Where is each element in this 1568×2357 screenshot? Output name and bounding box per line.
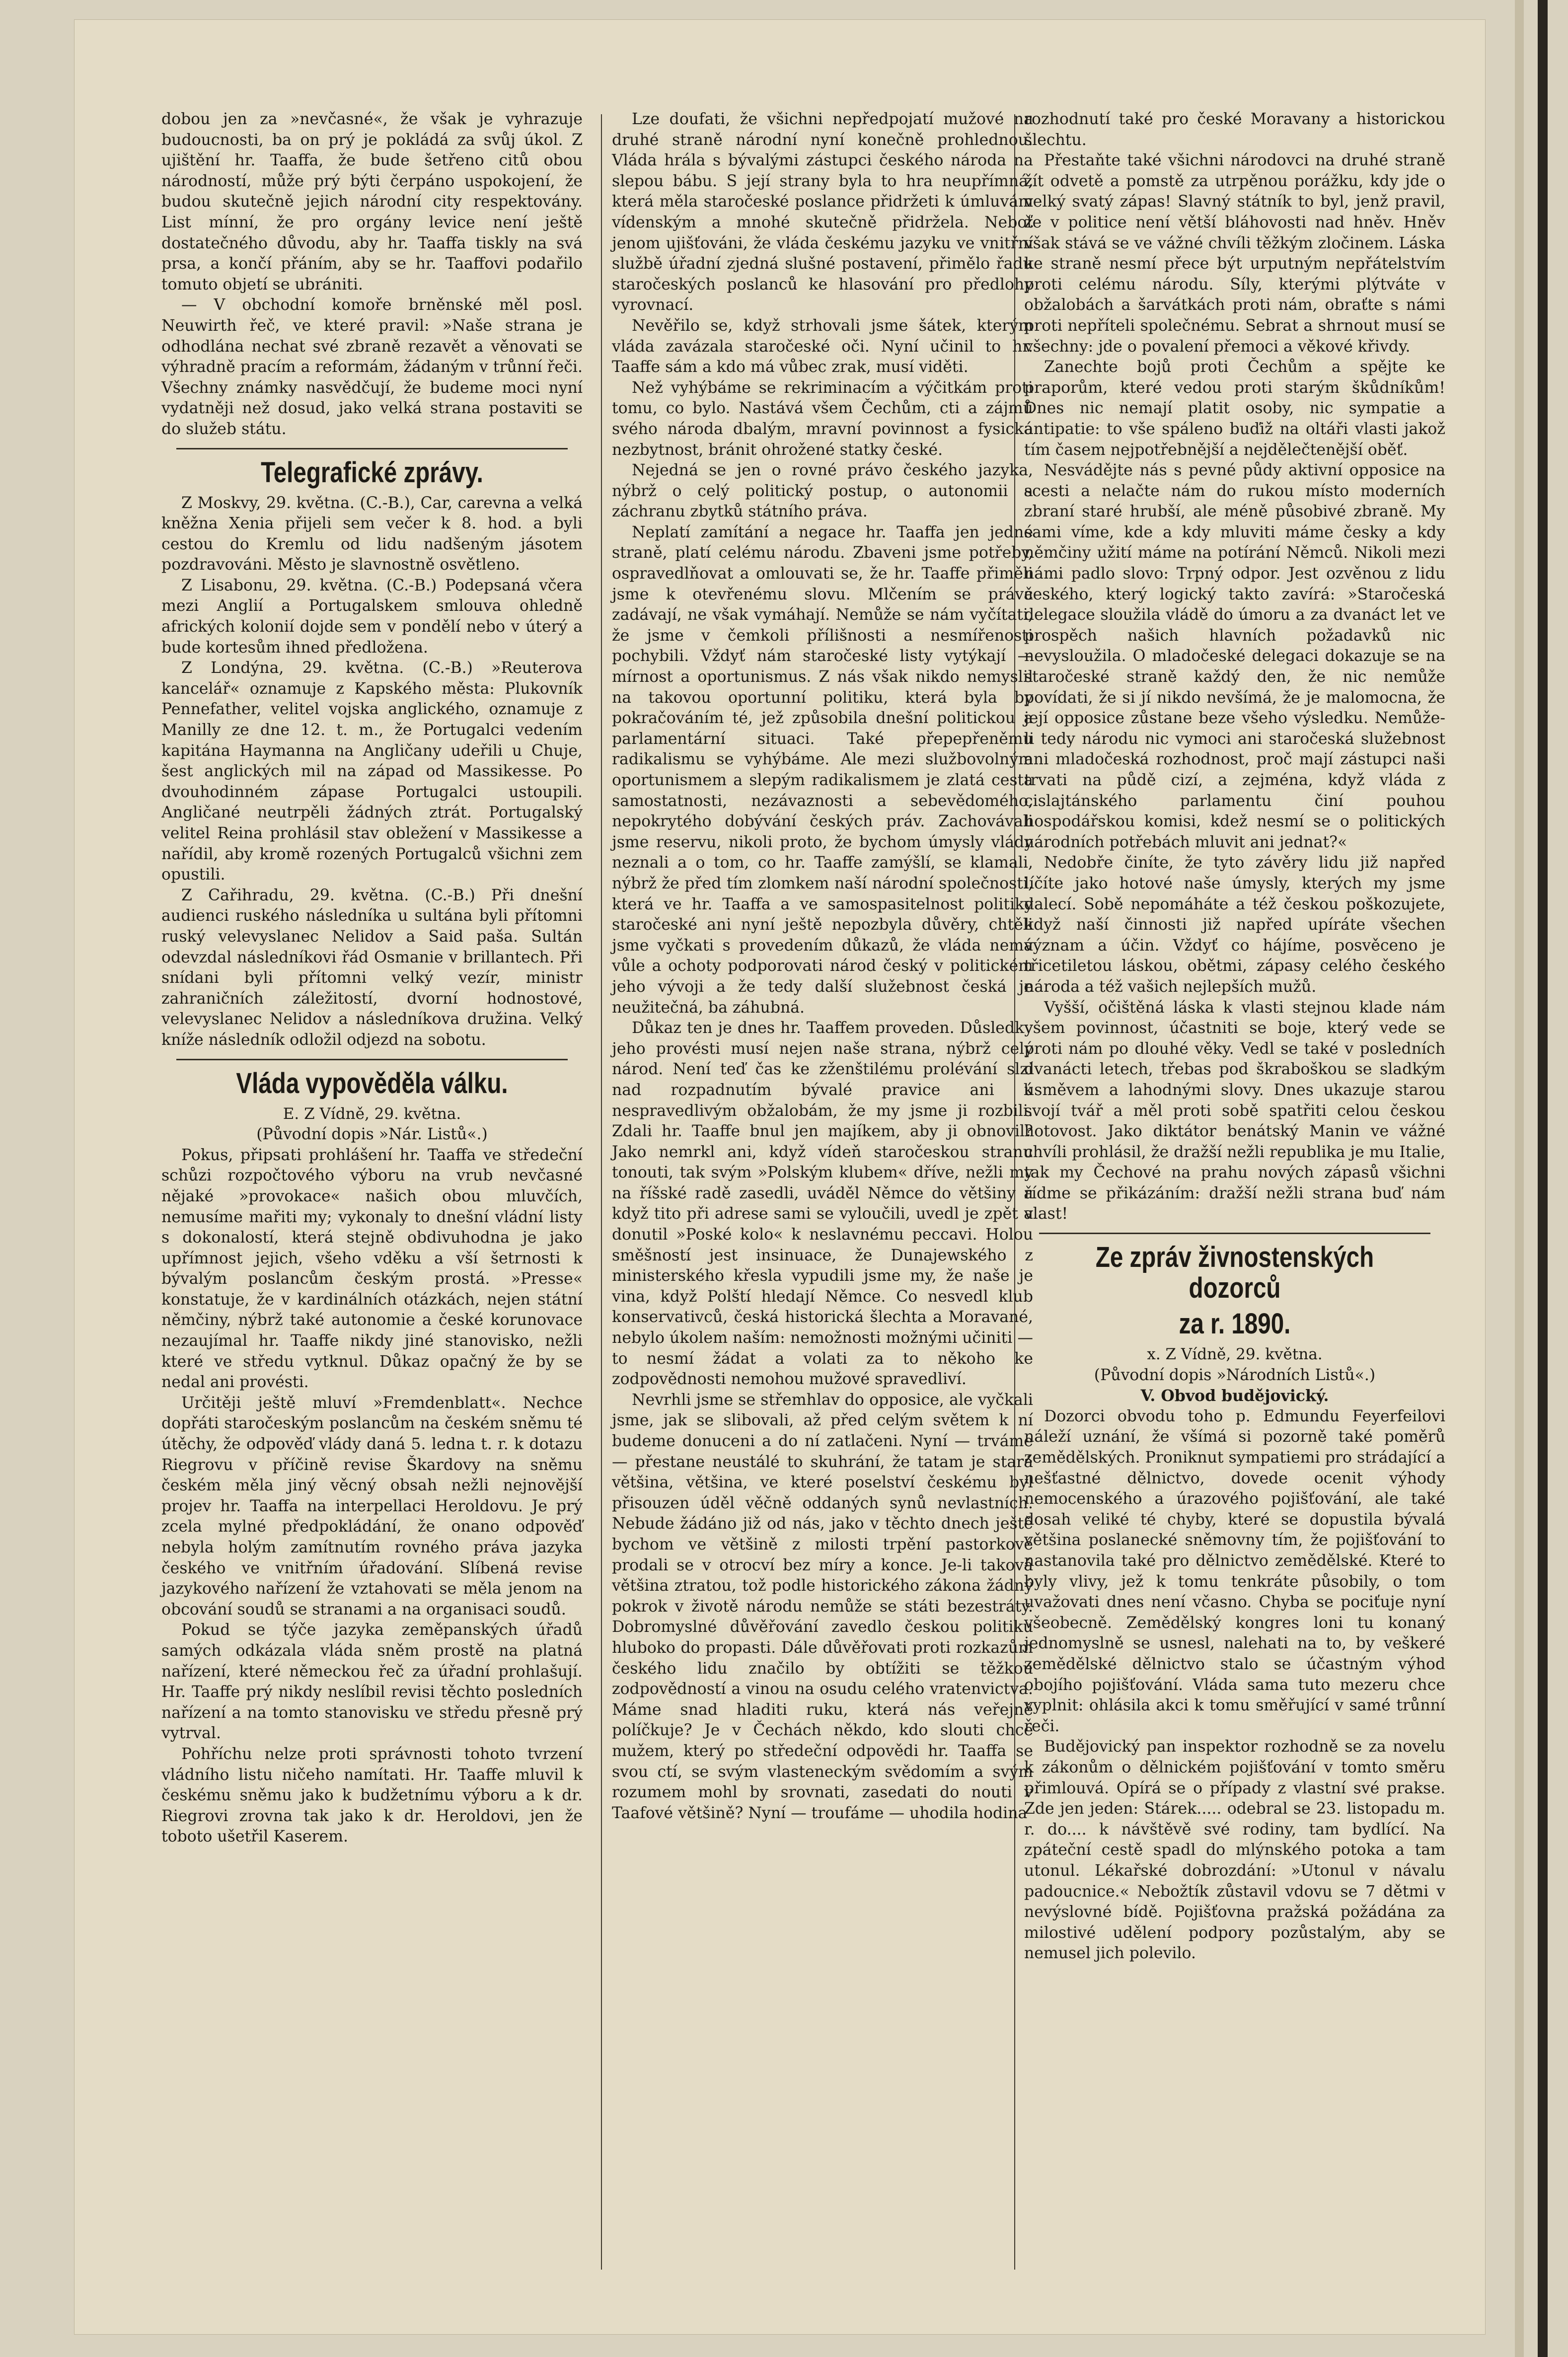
- paragraph: Dozorci obvodu toho p. Edmundu Feyerfeilovi náleží uznání, že všímá si pozorně také poměrů zemědělských. Proniknut sympatiemi pro strádající a nešťastné dělnictvo, dovede ocenit výhody nemocenského a úrazového pojišťování, ale také dosah veliké té chyby, které se dopustila bývalá většina poslanecké sněmovny tím, že pojišťování to nastanovila také pro dělnictvo zemědělské. Které to byly vlivy, jež k tomu tenkráte působily, o tom uvažovati dnes není včasno. Chyba se pociťuje nyní všeobecně. Zemědělský kongres loni tu konaný jednomyslně se usnesl, nalehati na to, by veškeré zemědělské dělnictvo stalo se účastným výhod obojího pojišťování. Vláda sama tuto mezeru chce vyplnit: ohlásila akci k tomu směřující v samé trůnní řeči.: [1024, 1407, 1445, 1735]
- paragraph: Nevěřilo se, když strhovali jsme šátek, kterým vláda zavázala staročeské oči. Nyní učinil to hr. Taaffe sám a kdo má vůbec zrak, musí viděti.: [612, 316, 1033, 376]
- section-heading: Telegrafické zprávy.: [261, 456, 483, 489]
- paragraph: rozhodnutí také pro české Moravany a historickou šlechtu.: [1024, 110, 1445, 149]
- paragraph: Pohříchu nelze proti správnosti tohoto tvrzení vládního listu ničeho namítati. Hr. Taaffe mluvil k českému sněmu jako k budžetnímu výboru a k dr. Riegrovi zrovna tak jako k dr. Heroldovi, jen že toboto ušetřil Kaserem.: [161, 1745, 583, 1846]
- telegram-item: Z Moskvy, 29. května. (C.-B.), Car, carevna a velká kněžna Xenia přijeli sem večer k 8. hod. a byli cestou do Kremlu od lidu nadšeným jásotem pozdravováni. Město je slavnostně osvětleno.: [161, 494, 583, 574]
- paragraph: Přestaňte také všichni národovci na druhé straně žít odvetě a pomstě za utrpěnou porážku, kdy jde o velký svatý zápas! Slavný státník to byl, jenž pravil, že v politice není větší bláhovosti nad hněv. Hněv však stává se ve vážné chvíli těžkým zločinem. Láska ke straně nesmí přece být urputným nepřátelstvím proti celému národu. Síly, kterými plýtváte v obžalobách a šarvátkách proti nám, obraťte s námi proti nepříteli společnému. Sebrat a shrnout musí se všechny: jde o povalení přemoci a věkové křivdy.: [1024, 151, 1445, 356]
- telegram-item: Z Lisabonu, 29. května. (C.-B.) Podepsaná včera mezi Anglií a Portugalskem smlouva ohledně afrických kolonií dojde sem v pondělí nebo v úterý a bude kortesům ihned předložena.: [161, 576, 583, 657]
- paragraph: Neplatí zamítání a negace hr. Taaffa jen jedné straně, platí celému národu. Zbaveni jsme potřeby, ospravedlňovat a omlouvati se, že hr. Taaffe přiměli jsme k otevřenému slovu. Mlčením se práva zadávají, ne však vymáhají. Nemůže se nám vyčítati, že jsme v čemkoli přílišnosti a nesmířenosti pochybili. Vždyť nám staročeské listy vytýkají — mírnost a oportunismus. Z nás však nikdo nemyslil na takovou oportunní politiku, která byla by pokračováním té, jež způsobila dnešní politickou a parlamentární situaci. Také přepepřeněmu radikalismu se vyhýbáme. Ale mezi službovolným oportunismem a slepým radikalismem je zlatá cesta samostatnosti, nezávaznosti a sebevědomého, nepokrytého dobývání českých práv. Zachovávali jsme reservu, nikoli proto, že bychom úmysly vlády neznali a o tom, co hr. Taaffe zamýšlí, se klamali, nýbrž že před tím zlomkem naší národní společnosti, která ve hr. Taaffa a ve samospasitelnost politiky staročeské ani nyní ještě nepozbyla důvěry, chtěli jsme vyčkati s provedením důkazů, že vláda nemá vůle a ochoty podporovati národ český v politickém jeho vývoji a že tedy další služebnost česká je neužitečná, ba záhubná.: [612, 523, 1033, 1017]
- paragraph: Vyšší, očištěná láska k vlasti stejnou klade nám všem povinnost, účastniti se boje, který vede se proti nám po dlouhé věky. Vedl se také v posledních dvanácti letech, třebas pod škraboškou se sladkým úsměvem a lahodnými slovy. Dnes ukazuje starou svojí tvář a měl proti sobě spatřiti celou českou hotovost. Jako diktátor benátský Manin ve vážné chvíli prohlásil, že dražší nežli republika je mu Italie, tak my Čechové na prahu nových zápasů všichni řídme se přikázáním: dražší nežli strana buď nám vlast!: [1024, 998, 1445, 1223]
- subheading: V. Obvod budějovický.: [1140, 1387, 1329, 1405]
- source-note: (Původní dopis »Národních Listů«.): [1094, 1366, 1376, 1384]
- paragraph: Lze doufati, že všichni nepředpojatí mužové na druhé straně národní nyní konečně prohlednou. Vláda hrála s bývalými zástupci českého národa na slepou bábu. S její strany byla to hra neupřímná, která měla staročeské poslance přidržeti k úmluvám vídenským a mnohé skutečně přidržela. Neboť jenom ujišťováni, že vláda českému jazyku ve vnitřní službě úřadní zjedná slušné postavení, přimělo řadu staročeských poslanců ke hlasování pro předlohy vyrovnací.: [612, 110, 1033, 314]
- binding-edge: [1515, 0, 1524, 2357]
- column-2: [612, 109, 1033, 1824]
- dateline: x. Z Vídně, 29. května.: [1147, 1345, 1323, 1364]
- paragraph: Nevrhli jsme se střemhlav do opposice, ale vyčkali jsme, jak se slibovali, až před celým světem k ní budeme donuceni a do ní zatlačeni. Nyní — trváme — přestane neustálé to skuhrání, že tatam je stará většina, většina, ve které poselství českému byl přisouzen úděl věčně oddaných synů nevlastních. Nebude žádáno již od nás, jako v těchto dnech ještě bychom ve většině z milosti trpění pastorkové prodali se v otrocví bez míry a konce. Je-li taková většina ztratou, tož podle historického zákona žádný pokrok v životě národu nemůže se státi bezestráty. Dobromyslné důvěřování zavedlo českou politiku hluboko do propasti. Dále důvěřovati proti rozkazům českého lidu značilo by obtížiti se těžkou zodpovědností a vinou na osudu celého vratenvictva. Máme snad hladiti ruku, která nás veřejně políčkuje? Je v Čechách někdo, kdo slouti chce mužem, který po středeční odpovědi hr. Taaffa se svou ctí, se svým vlasteneckým svědomím a svým rozumem mohl by srovnati, zasedati do nouti v Taafové většině? Nyní — troufáme — uhodila hodina: [612, 1391, 1033, 1822]
- dateline: E. Z Vídně, 29. května.: [283, 1105, 461, 1123]
- telegram-item: Z Londýna, 29. května. (C.-B.) »Reuterova kancelář« oznamuje z Kapského města: Plukovník Pennefather, velitel vojska anglického, oznamuje z Manilly ze dne 12. t. m., že Portugalci vedením kapitána Haymanna na Angličany udeřili u Chuje, šest anglických mil na západ od Massikesse. Po dvouhodinném zápase Portugalci ustoupili. Angličané neutrpěli žádných ztrát. Portugalský velitel Reina prohlásil stav obležení v Massikesse a nařídil, aby kromě rozených Portugalců všichni zem opustili.: [161, 659, 583, 884]
- paragraph: — V obchodní komoře brněnské měl posl. Neuwirth řeč, ve které pravil: »Naše strana je odhodlána nechat své zbraně rezavět a věnovati se výhradně pracím a reformám, žádaným v trůnní řeči. Všechny známky nasvědčují, že budeme moci nyní vydatněji než dosud, jako velká strana postaviti se do služeb státu.: [161, 296, 583, 438]
- paragraph: Nedobře činíte, že tyto závěry lidu již napřed líčíte jako hotové naše úmysly, kterých my jsme dalecí. Sobě nepomáháte a též českou poškozujete, když naší činnosti již napřed upíráte všechen význam a účin. Vždyť co hájíme, posvěceno je třicetiletou láskou, obětmi, zápasy celého českého národa a též vašich nejlepších mužů.: [1024, 854, 1445, 996]
- divider: [176, 1059, 568, 1060]
- paragraph: Důkaz ten je dnes hr. Taaffem proveden. Důsledky jeho provésti musí nejen naše strana, nýbrž celý národ. Není teď čas ke zženštilému prolévání slzí nad rozpadnutím bývalé pravice ani k nespravedlivým obžalobám, že my jsme ji rozbili. Zdali hr. Taaffe bnul jen majíkem, aby ji obnovil? Jako nemrkl ani, když vídeň staročeskou stranu tonouti, tak svým »Polským klubem« dříve, nežli my na říšské radě zasedli, uváděl Němce do většiny a když tito při adrese sami se vyloučili, uvedl je zpět a donutil »Poské kolo« k neslavnému peccavi. Holou směšností jest insinuace, že Dunajewského z ministerského křesla vypudili jsme my, že naše je vina, když Polští hledají Němce. Co nesvedl klub konservativců, česká historická šlechta a Moravané, nebylo úkolem naším: nemožnosti možnými učiniti — to nesmí žádat a volati za to někoho ke zodpovědnosti nemohou mužové spravedliví.: [612, 1019, 1033, 1389]
- paragraph: Pokus, připsati prohlášení hr. Taaffa ve středeční schůzi rozpočtového výboru na vrub nevčasné nějaké »provokace« našich obou mluvčích, nemusíme mařiti my; vykonaly to dnešní vládní listy s dokonalostí, která stejně obdivuhodna je jako upřímnost jejich, všeho vděku a vší šetrnosti k bývalým poslancům českým prostá. »Presse« konstatuje, že v kardinálních otázkách, nejen státní němčiny, nýbrž také autonomie a české korunovace nezaujímal hr. Taaffe nikdy jiné stanovisko, nežli které ve středu vytknul. Důkaz opačný že by se nedal ani provésti.: [161, 1146, 583, 1392]
- paragraph: Budějovický pan inspektor rozhodně se za novelu k zákonům o dělnickém pojišťování v tomto směru přimlouvá. Opírá se o případy z vlastní své prakse. Zde jen jeden: Stárek..... odebral se 23. listopadu m. r. do.... k návštěvě své rodiny, tam bydlící. Na zpáteční cestě spadl do mlýnského potoka a tam utonul. Lékařské dobrozdání: »Utonul v návalu padoucnice.« Nebožtík zůstavil vdovu se 7 dětmi v nevýslovné bídě. Pojišťovna pražská požádána za milostivé udělení podpory pozůstalým, aby se nemusel jich polevilo.: [1024, 1738, 1445, 1963]
- divider: [176, 448, 568, 449]
- paragraph: Nesvádějte nás s pevné půdy aktivní opposice na scesti a nelačte nám do rukou místo moderních zbraní staré hrubší, ale méně působivé zbraně. My sami víme, kde a kdy mluviti máme česky a kdy němčiny užití máme na potírání Němců. Nikoli mezi námi padlo slovo: Trpný odpor. Jest ozvěnou z lidu českého, který logický takto zavírá: »Staročeská delegace sloužila vládě do úmoru a za dvanáct let ve prospěch našich hlavních požadavků nic nevysloužila. O mladočeské delegaci dokazuje se na staročeské straně každý den, že nic nemůže povídati, že si jí nikdo nevšímá, že je malomocna, že její opposice zůstane beze všeho výsledku. Nemůže-li tedy národu nic vymoci ani staročeská služebnost ani mladočeská rozhodnost, proč mají zástupci naši trvati na půdě cizí, a zejména, když vláda z cislajtánského parlamentu činí pouhou hospodářskou komisi, kdež nesmí se o politických národních potřebách mluvit ani jednat?«: [1024, 461, 1445, 851]
- source-note: (Původní dopis »Nár. Listů«.): [256, 1125, 488, 1144]
- paragraph: Zanechte bojů proti Čechům a spějte ke praporům, které vedou proti starým škůdníkům! Dnes nic nemají platit osoby, nic sympatie a antipatie: to vše spáleno buďiž na oltáři vlasti jakož tím časem nejpotřebnější a nejdělečtenější oběť.: [1024, 358, 1445, 459]
- section-heading: Vláda vypověděla válku.: [236, 1067, 508, 1100]
- divider: [1039, 1233, 1430, 1234]
- telegram-item: Z Cařihradu, 29. května. (C.-B.) Při dnešní audienci ruského následníka u sultána byli přítomni ruský velevyslanec Nelidov a Said paša. Sultán odevzdal následníkovi řád Osmanie v brillantech. Při snídani byli přítomni velký vezír, ministr zahraničních záležitostí, dvorní hodnostové, velevyslanec Nelidov a následníkova družina. Velký kníže následník odložil odjezd na sobotu.: [161, 886, 583, 1049]
- paragraph: Pokud se týče jazyka zeměpanských úřadů samých odkázala vláda sněm prostě na platná nařízení, které německou řeč za úřadní prohlašují. Hr. Taaffe prý nikdy neslíbil revisi těchto posledních nařízení a na tomto stanovisku ve středu přesně prý vytrval.: [161, 1621, 583, 1743]
- paragraph: Než vyhýbáme se rekriminacím a výčitkám proti tomu, co bylo. Nastává všem Čechům, cti a zájmů svého národa dbalým, mravní povinnost a fysická nezbytnost, bránit ohrožené statky české.: [612, 378, 1033, 459]
- column-3: [1024, 109, 1445, 1964]
- paragraph: Určitěji ještě mluví »Fremdenblatt«. Nechce dopřáti staročeským poslancům na českém sněmu té útěchy, že odpověď vlády daná 5. ledna t. r. k dotazu Riegrovu v příčině revise Škardovy na sněmu českém měla jiný věcný obsah nežli nejnovější projev hr. Taaffa na interpellaci Heroldovu. Je prý zcela mylné předpokládání, že onano odpověď nebyla holým zamítnutím rovného práva jazyka českého ve vnitřním úřadování. Slíbená revise jazykového nařízení že vztahovati se měla jenom na obcování soudů se stranami a na organisaci soudů.: [161, 1394, 583, 1619]
- section-heading: Ze zpráv živnostenských dozorců: [1095, 1241, 1374, 1305]
- scan-border: [1538, 0, 1548, 2357]
- column-rule: [601, 114, 602, 2270]
- section-heading-line2: za r. 1890.: [1179, 1308, 1291, 1340]
- paragraph: dobou jen za »nevčasné«, že však je vyhrazuje budoucnosti, ba on prý je pokládá za svůj úkol. Z ujištění hr. Taaffa, že bude šetřeno citů obou národností, může prý býti čerpáno uspokojení, že budou skutečně jejich národní city respektovány. List mínní, že pro orgány levice není ještě dostatečného důvodu, aby hr. Taaffa tiskly na svá prsa, a končí přáním, aby se hr. Taaffovi podařilo tomuto objetí se ubrániti.: [161, 110, 583, 294]
- column-1: [161, 109, 583, 1847]
- paragraph: Nejedná se jen o rovné právo českého jazyka, nýbrž o celý politický postup, o autonomii a záchranu zbytků státního práva.: [612, 461, 1033, 521]
